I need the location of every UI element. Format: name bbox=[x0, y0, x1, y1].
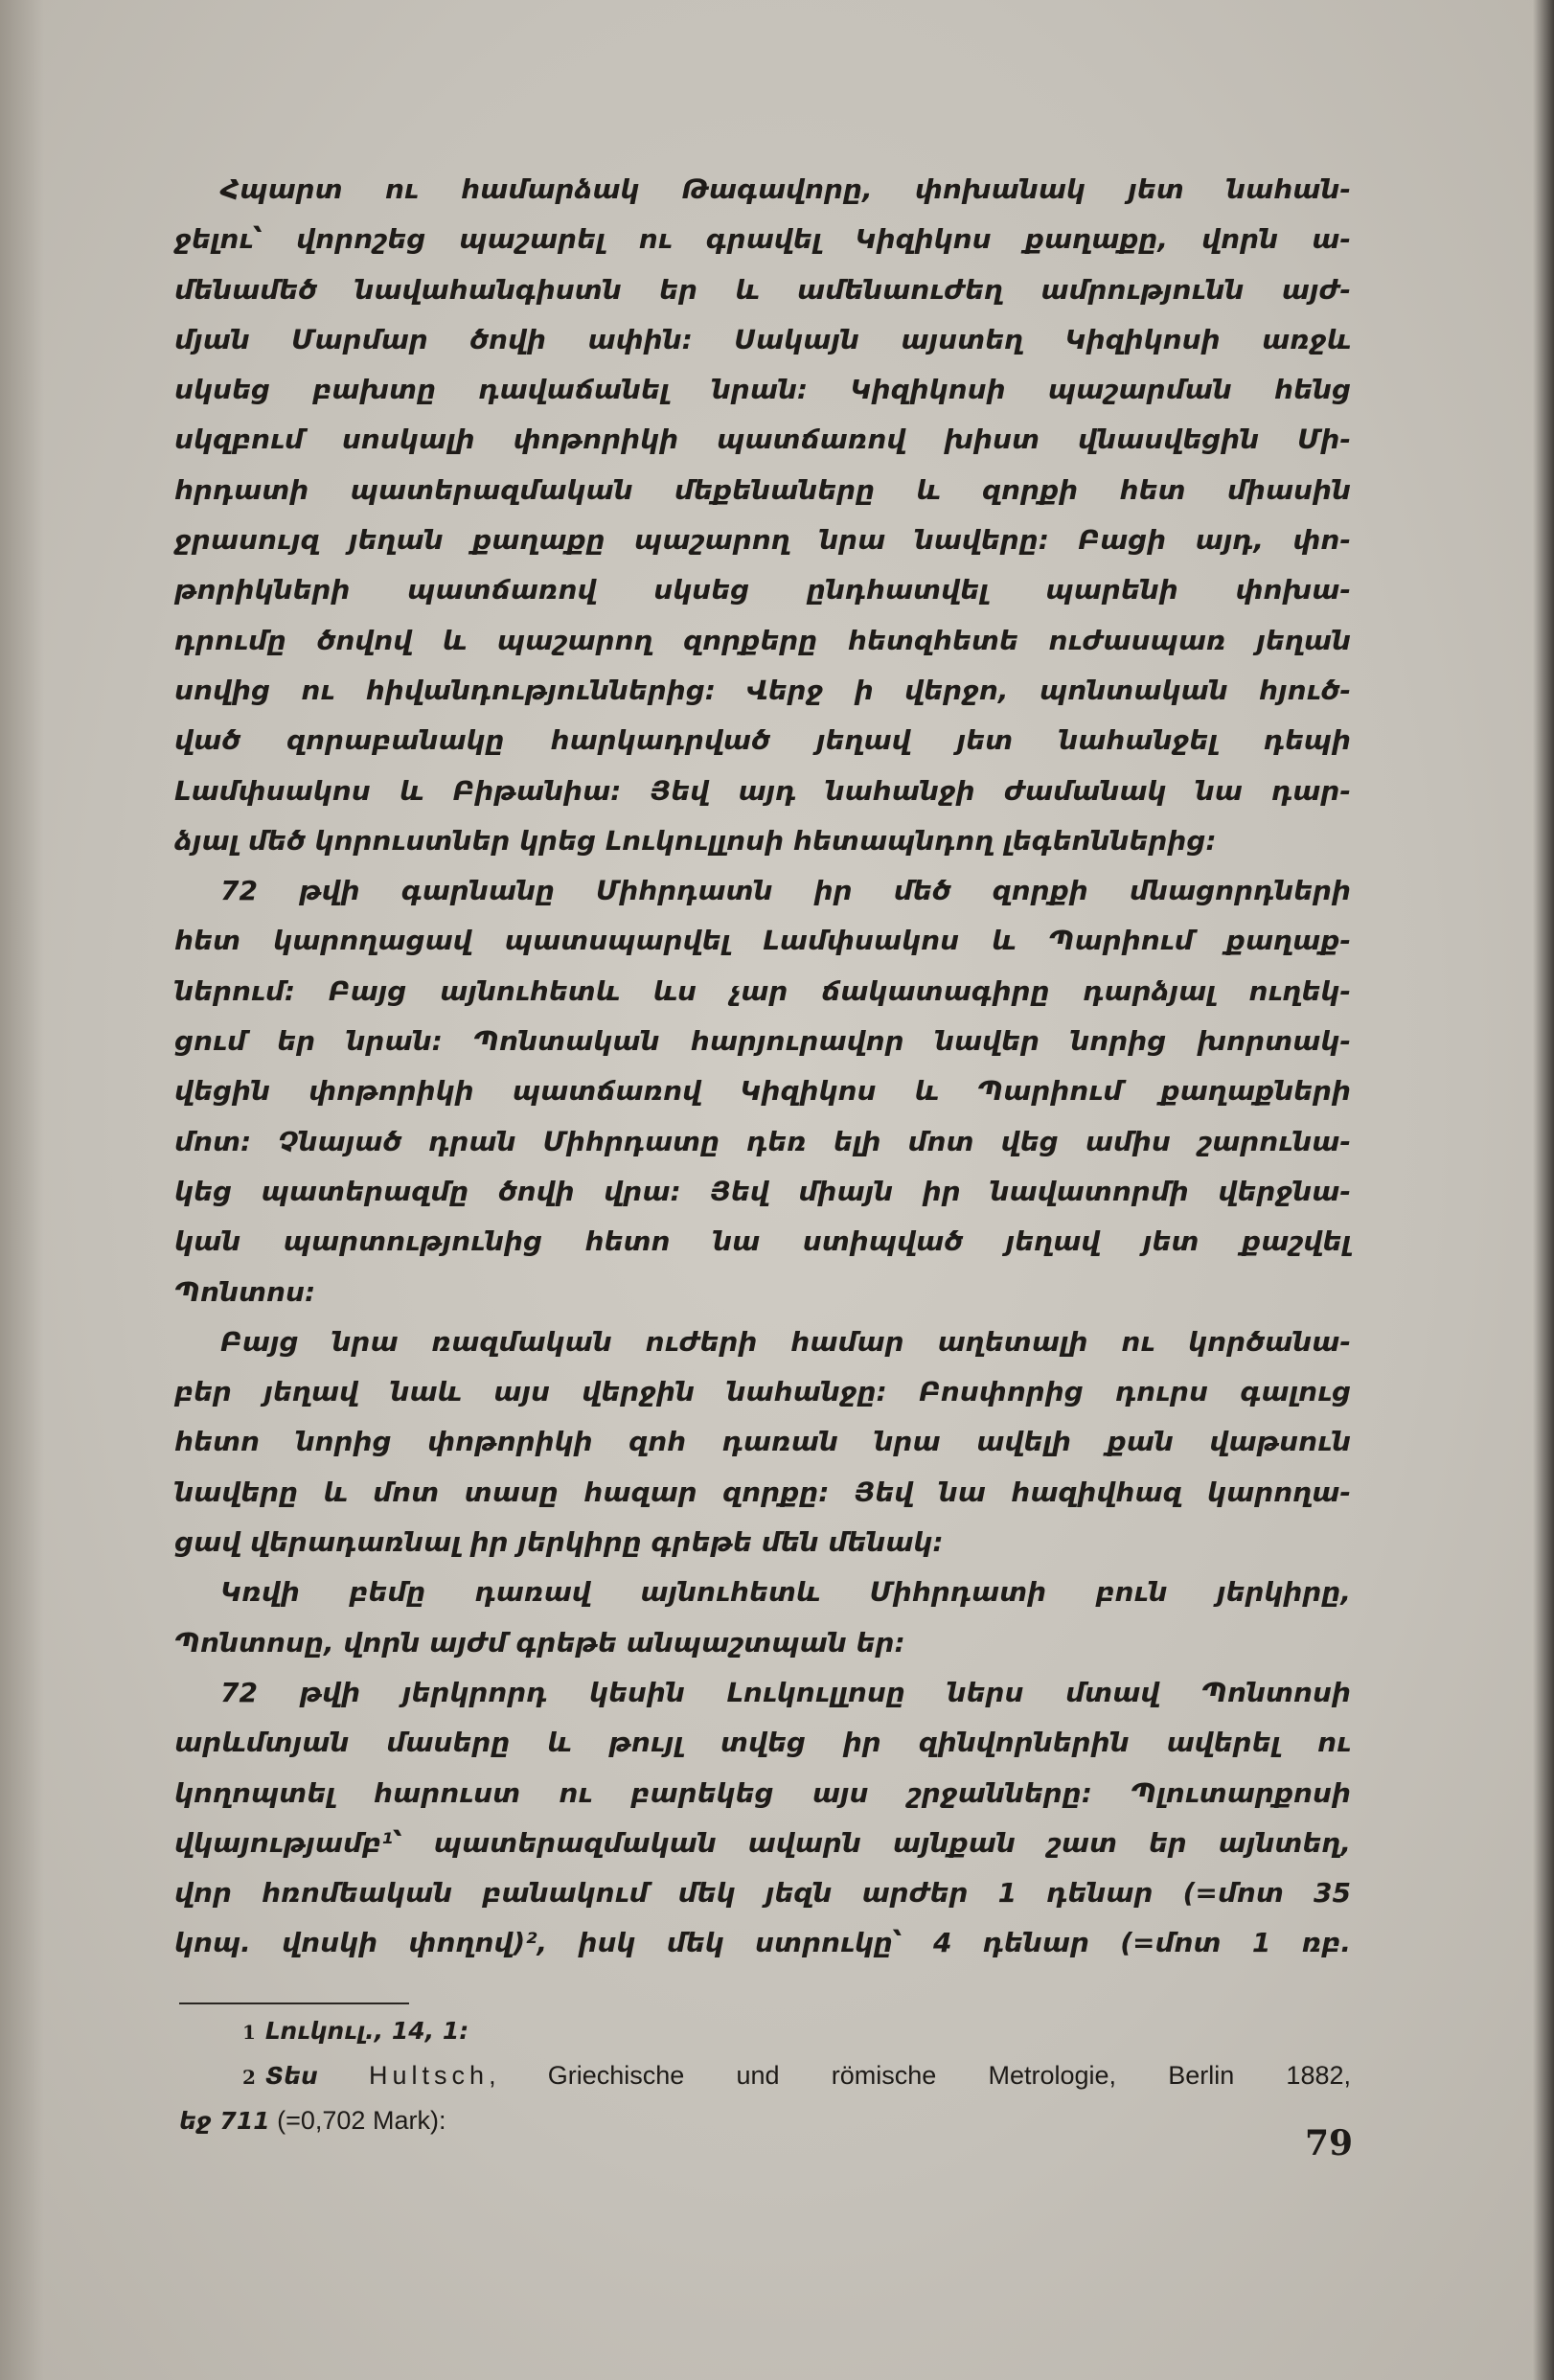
text-line: մոտ։ Չնայած դրան Միհրդատը դեռ ելի մոտ վեց ամիս շարունա- bbox=[174, 1125, 1351, 1157]
text-line: մենամեծ նավահանգիստն եր և ամենաուժեղ ամրությունն այժ- bbox=[174, 273, 1351, 306]
footnote-page-label: եջ 711 bbox=[179, 2107, 270, 2135]
text-line: Հպարտ ու համարձակ Թագավորը, փոխանակ յետ նահան- bbox=[220, 173, 1351, 205]
text-line: Կռվի բեմը դառավ այնուհետև Միհրդատի բուն յերկիրը, bbox=[220, 1576, 1351, 1609]
text-line: նավերը և մոտ տասը հազար զորքը։ Յեվ նա հազիվհազ կարողա- bbox=[174, 1476, 1351, 1508]
text-line: Բայց նրա ռազմական ուժերի համար աղետալի ու կործանա- bbox=[220, 1325, 1351, 1358]
body-text bbox=[174, 165, 1351, 1969]
binding-shadow-right bbox=[1533, 0, 1554, 2380]
text-line: Պոնտոսը, վորն այժմ գրեթե անպաշտպան եր։ bbox=[174, 1626, 905, 1659]
text-line: ջելու՝ վորոշեց պաշարել ու գրավել Կիզիկոս քաղաքը, վորն ա- bbox=[174, 223, 1351, 256]
text-line: Պոնտոս։ bbox=[174, 1275, 316, 1308]
paragraph bbox=[174, 1317, 1351, 1568]
footnote-text: Լուկուլ., 14, 1։ bbox=[264, 2017, 469, 2045]
text-line: կան պարտությունից հետո նա ստիպված յեղավ յետ քաշվել bbox=[174, 1225, 1351, 1258]
footnote-citation: , Griechische und römische Metrologie, Berlin 1882, bbox=[489, 2061, 1351, 2090]
text-line: դրումը ծովով և պաշարող զորքերը հետզհետե ուժասպառ յեղան bbox=[174, 624, 1351, 656]
text-line: սկսեց բախտը դավաճանել նրան։ Կիզիկոսի պաշարման հենց bbox=[174, 374, 1351, 406]
text-line: կոպ. վոսկի փողով)², իսկ մեկ ստրուկը՝ 4 դենար (=մոտ 1 ռբ. bbox=[174, 1927, 1351, 1959]
footnote-see-label: Տես bbox=[264, 2062, 318, 2090]
text-line: ջրասույզ յեղան քաղաքը պաշարող նրա նավերը։ Բացի այդ, փո- bbox=[174, 524, 1351, 557]
text-line: ցում եր նրան։ Պոնտական հարյուրավոր նավեր նորից խորտակ- bbox=[174, 1025, 1351, 1058]
text-line: 72 թվի յերկրորդ կեսին Լուկուլլոսը ներս մտավ Պոնտոսի bbox=[220, 1676, 1351, 1708]
page-number: 79 bbox=[1305, 2123, 1354, 2163]
footnote-1 bbox=[179, 2009, 1351, 2054]
paragraph bbox=[174, 165, 1351, 866]
text-line: 72 թվի գարնանը Միհրդատն իր մեծ զորքի մնացորդների bbox=[220, 875, 1351, 907]
footnote-2 bbox=[179, 2054, 1351, 2099]
text-line: ցավ վերադառնալ իր յերկիրը գրեթե մեն մենակ։ bbox=[174, 1526, 944, 1559]
footnote-page-text: (=0,702 Mark): bbox=[269, 2106, 446, 2135]
footnote-2-continuation bbox=[179, 2099, 1351, 2142]
text-line: արևմտյան մասերը և թույլ տվեց իր զինվորներին ավերել ու bbox=[174, 1727, 1351, 1759]
text-line: թորիկների պատճառով սկսեց ընդհատվել պարենի փոխա- bbox=[174, 574, 1351, 606]
text-line: Լամփսակոս և Բիթանիա։ Յեվ այդ նահանջի ժամանակ նա դար- bbox=[174, 774, 1351, 807]
text-line: հրդատի պատերազմական մեքենաները և զորքի հետ միասին bbox=[174, 473, 1351, 506]
text-line: սկզբում սոսկալի փոթորիկի պատճառով խիստ վնասվեցին Մի- bbox=[174, 423, 1351, 456]
footnotes bbox=[179, 2009, 1351, 2142]
text-line: ված զորաբանակը հարկադրված յեղավ յետ նահանջել դեպի bbox=[174, 724, 1351, 757]
text-line: սովից ու հիվանդություններից։ Վերջ ի վերջո, պոնտական հյուծ- bbox=[174, 674, 1351, 706]
text-line: վկայությամբ¹՝ պատերազմական ավարն այնքան շատ եր այնտեղ, bbox=[174, 1826, 1351, 1859]
text-line: մյան Մարմար ծովի ափին։ Սակայն այստեղ Կիզիկոսի առջև bbox=[174, 323, 1351, 355]
footnote-mark: 1 bbox=[242, 2021, 256, 2044]
page-edge-shadow-left bbox=[0, 0, 44, 2380]
text-line: ներում։ Բայց այնուհետև ևս չար ճակատագիրը դարձյալ ուղեկ- bbox=[174, 974, 1351, 1007]
text-line: ձյալ մեծ կորուստներ կրեց Լուկուլլոսի հետապնդող լեգեոններից։ bbox=[174, 824, 1217, 857]
footnote-author: Hultsch bbox=[369, 2061, 490, 2090]
text-line: հետ կարողացավ պատսպարվել Լամփսակոս և Պարիում քաղաք- bbox=[174, 925, 1351, 957]
paragraph bbox=[174, 1568, 1351, 1668]
text-line: բեր յեղավ նաև այս վերջին նահանջը։ Բոսփորից դուրս գալուց bbox=[174, 1376, 1351, 1408]
text-line: վեցին փոթորիկի պատճառով Կիզիկոս և Պարիում քաղաքների bbox=[174, 1075, 1351, 1108]
paragraph bbox=[174, 1668, 1351, 1969]
text-line: կողոպտել հարուստ ու բարեկեց այս շրջանները։ Պլուտարքոսի bbox=[174, 1776, 1351, 1809]
text-line: հետո նորից փոթորիկի զոհ դառան նրա ավելի քան վաթսուն bbox=[174, 1426, 1351, 1458]
text-line: կեց պատերազմը ծովի վրա։ Յեվ միայն իր նավատորմի վերջնա- bbox=[174, 1175, 1351, 1207]
footnote-mark: 2 bbox=[242, 2066, 256, 2089]
paragraph bbox=[174, 866, 1351, 1317]
footnote-separator bbox=[179, 2002, 409, 2004]
text-line: վոր հռոմեական բանակում մեկ յեզն արժեր 1 դենար (=մոտ 35 bbox=[174, 1877, 1351, 1910]
